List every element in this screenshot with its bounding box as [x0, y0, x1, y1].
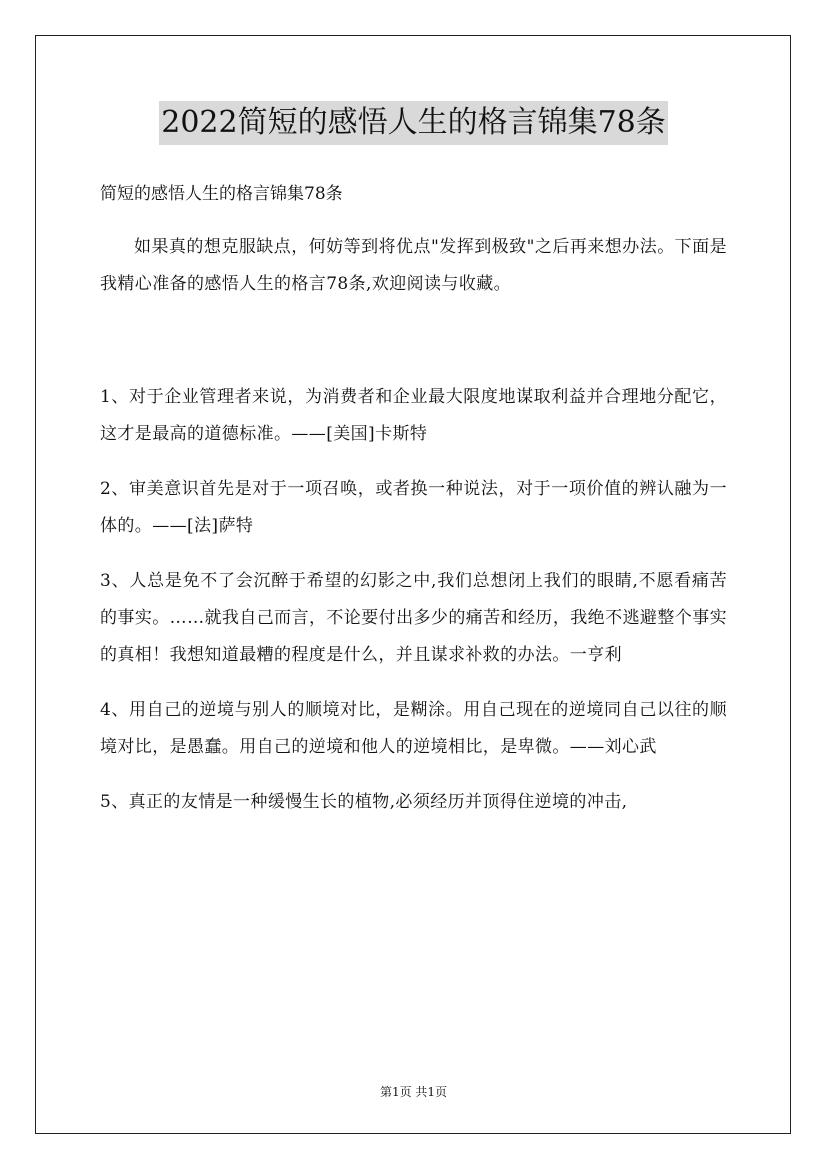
- page-footer: 第1页 共1页: [379, 1085, 448, 1099]
- document-subtitle: 简短的感悟人生的格言锦集78条: [100, 184, 343, 204]
- quote-item-2: 2、审美意识首先是对于一项召唤，或者换一种说法，对于一项价值的辨认融为一体的。——[法]萨特: [100, 479, 727, 536]
- quote-item-4: 4、用自己的逆境与别人的顺境对比，是糊涂。用自己现在的逆境同自己以往的顺境对比，是愚蠢。用自己的逆境和他人的逆境相比，是卑微。——刘心武: [100, 700, 727, 757]
- document-title-block: [0, 101, 827, 149]
- document-title: 2022简短的感悟人生的格言锦集78条: [159, 101, 668, 145]
- quote-item-5: 5、真正的友情是一种缓慢生长的植物,必须经历并顶得住逆境的冲击,: [100, 792, 628, 812]
- intro-paragraph: 如果真的想克服缺点，何妨等到将优点"发挥到极致"之后再来想办法。下面是我精心准备的感悟人生的格言78条,欢迎阅读与收藏。: [100, 237, 727, 294]
- quote-item-1: 1、对于企业管理者来说，为消费者和企业最大限度地谋取利益并合理地分配它，这才是最高的道德标准。——[美国]卡斯特: [100, 387, 727, 444]
- document-body: [100, 229, 727, 839]
- quote-item-3: 3、人总是免不了会沉醉于希望的幻影之中,我们总想闭上我们的眼睛,不愿看痛苦的事实。……就我自己而言，不论要付出多少的痛苦和经历，我绝不逃避整个事实的真相！我想知道最糟的程度是什么，并且谋求补救的办法。一亨利: [100, 571, 727, 665]
